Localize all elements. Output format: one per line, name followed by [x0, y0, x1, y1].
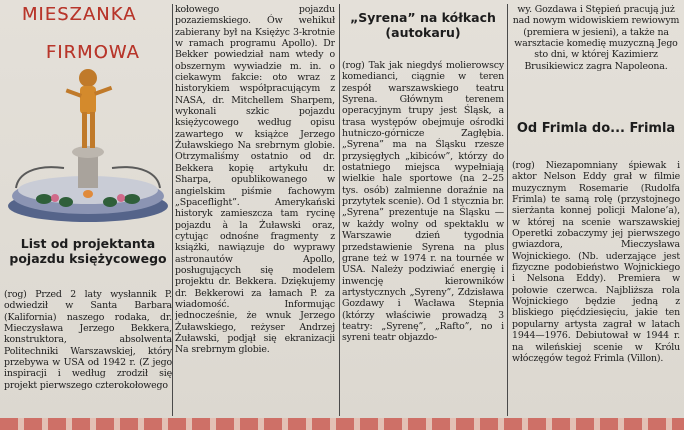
- section-kicker-line1: MIESZANKA: [22, 4, 137, 25]
- column-frimla: [512, 0, 680, 420]
- column-divider: [172, 4, 173, 416]
- column-divider: [339, 4, 340, 416]
- column-divider: [507, 4, 508, 416]
- page-bottom-strip: [0, 418, 684, 430]
- article-body-continued: wy. Gozdawa i Stępień pracują już nad nowym widowiskiem rewiowym (premiera w jesieni), a także na warsztacie komedię muzyczną Jego sto dni, w której Kazimierz Brusikiewicz zagra Napoleona.: [512, 4, 680, 72]
- article-body-continued: kołowego pojazdu pozaziemskiego. Ów wehikuł zabierany był na Księżyc 3-krotnie w ramach programu Apollo). Dr Bekker powiedział nam wtedy o obszernym wywiadzie m. in. o ciekawym fakcie: oto wraz z historykiem współpracującym z NASA, dr. Mitchellem Sharpem, wykonali szkic pojazdu księżycowego według opisu zawartego w książce Jerzego Żuławskiego Na srebrnym globie. Otrzymaliśmy ostatnio od dr. Bekkera kopię artykułu dr. Sharpa, opublikowanego w angielskim piśmie fachowym „Spaceflight”. Amerykański historyk zamieszcza tam rycinę pojazdu à la Żuławski oraz, cytując odnośne fragmenty z książki, nawiązuje do wyprawy astronautów Apollo, posługujących się modelem projektu dr. Bekkera. Dziękujemy dr. Bekkerowi za łamach P. za wiadomość. Informując jednocześnie, że wnuk Jerzego Żuławskiego, reżyser Andrzej Żuławski, podjął się ekranizacji Na srebrnym globie.: [175, 4, 335, 356]
- article-body: (rog) Tak jak niegdyś molierowscy komedianci, ciągnie w teren zespół warszawskiego teatru Syrena. Głównym terenem operacyjnym trupy jest Śląsk, a trasa występów obejmuje ośrodki hutniczo-górnicze Zagłębia. „Syrena” ma na Śląsku rzesze przysięgłych „kibiców”, którzy do ostatniego miejsca wypełniają wielkie hale sportowe (na 2–25 tys. osób) zalmienne doraźnie na przytytek scenie). Od 1 stycznia br. „Syrena” prezentuje na Śląsku — w każdy wolny od spektaklu w Warszawie dzień tygodnia przedstawienie Syrena na plus grane też w 1974 r. na tournée w USA. Należy podziwiać energię i inwencję kierowników artystycznych „Syreny”, Zdzisława Gozdawy i Wacława Stepnia (którzy właściwie prowadzą 3 teatry: „Syrenę”, „Rafto”, no i syreni teatr objazdo-: [342, 60, 504, 344]
- article-body: (rog) Przed 2 laty wysłannik P. odwiedził w Santa Barbara (Kalifornia) naszego rodaka, dr. Mieczysława Jerzego Bekkera, konstruktora, absolwenta Politechniki Warszawskiej, który przebywa w USA od 1942 r. (Z jego inspiracji i według zrodził się projekt pierwszego czterokołowego: [4, 289, 172, 391]
- article-body: (rog) Niezapomniany śpiewak i aktor Nelson Eddy grał w filmie muzycznym Rosemarie (Rudolfa Frimla) te samą rolę (przystojnego sierżanta konnej policji Malone’a), w której na scenie warszawskiej Operetki zobaczymy jej pierwszego gwiazdora, Mieczysława Wojnickiego. (Nb. uderzające jest fizyczne podobieństwo Wojnickiego i Nelsona Eddy). Premiera w połowie czerwca. Najbliższa rola Wojnickiego będzie jedną z bliskiego pięćdziesięciu, jakie ten popularny artysta zagrał w latach 1944—1976. Debiutował w 1944 r. na wileńskiej scenie w Królu włóczęgów tegoż Frimla (Villon).: [512, 160, 680, 364]
- column-mieszanka: [4, 0, 172, 420]
- article-headline: „Syrena” na kółkach (autokaru): [350, 10, 496, 40]
- fountain-illustration: [4, 56, 172, 228]
- column-syrena: [342, 0, 504, 420]
- section-kicker-line2: FIRMOWA: [46, 42, 140, 63]
- column-continuation: [175, 0, 335, 420]
- article-headline: List od projektanta pojazdu księżycowego: [9, 236, 167, 266]
- article-headline: Od Frimla do... Frimla: [516, 121, 676, 136]
